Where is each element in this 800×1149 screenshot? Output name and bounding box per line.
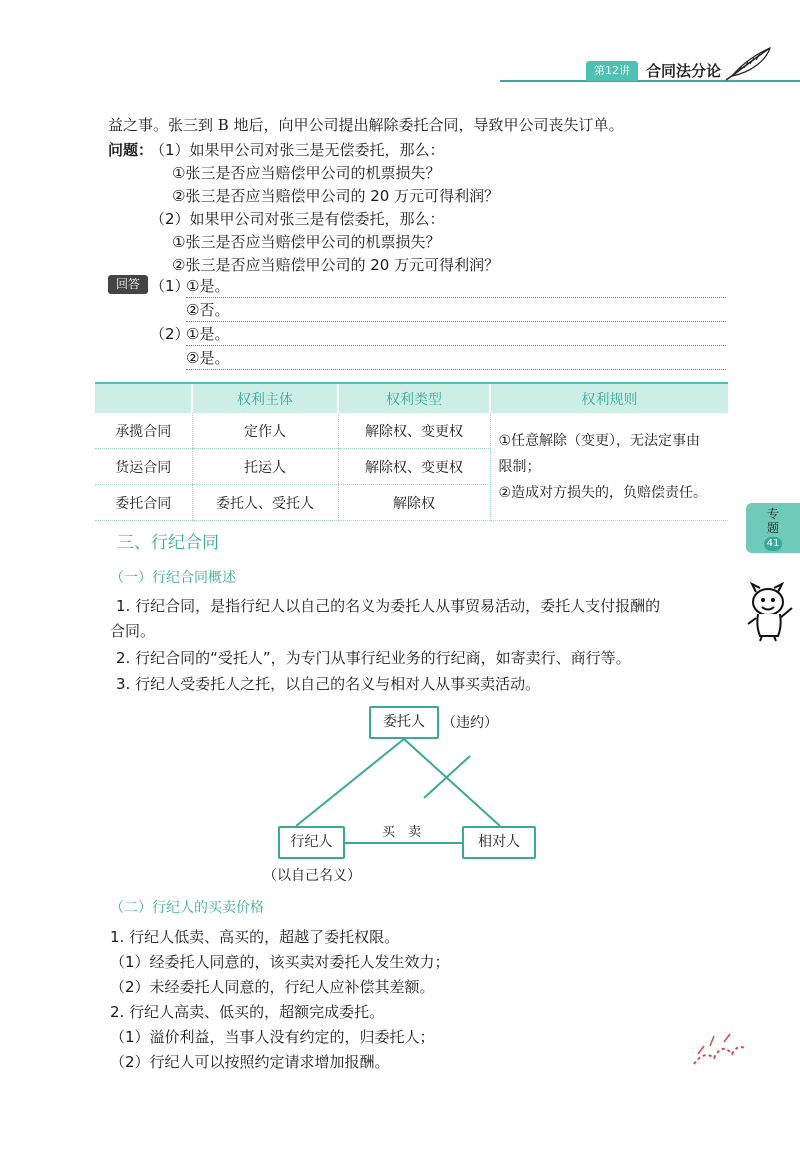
rule-line-1: ①任意解除（变更），无法定事由 — [498, 432, 701, 449]
node-broker: 行纪人 — [278, 826, 345, 859]
node-principal: 委托人 — [369, 706, 439, 739]
edge-principal-counterparty — [404, 739, 500, 826]
table-header-type: 权利类型 — [338, 384, 490, 413]
question-2a: ①张三是否应当赔偿甲公司的机票损失？ — [172, 233, 441, 251]
node-principal-note: （违约） — [442, 715, 498, 731]
answer-2-number: （2） — [150, 325, 190, 343]
table-cell-type: 解除权、变更权 — [338, 413, 490, 449]
table-header-rule: 权利规则 — [490, 384, 728, 413]
node-broker-note: （以自己名义） — [263, 868, 361, 884]
pricing-line-4: 2. 行纪人高卖、低买的，超额完成委托。 — [110, 1003, 385, 1021]
paragraph-3: 3. 行纪人受委托人之托，以自己的名义与相对人从事买卖活动。 — [116, 675, 541, 693]
table-cell-contract: 委托合同 — [95, 485, 192, 521]
edge-label: 买 卖 — [382, 825, 422, 840]
question-2b: ②张三是否应当赔偿甲公司的 20 万元可得利润？ — [172, 256, 500, 274]
paragraph-1b: 合同。 — [110, 622, 156, 640]
table-cell-subject: 委托人、受托人 — [192, 485, 338, 521]
pricing-line-3: （2）未经委托人同意的，行纪人应补偿其差额。 — [110, 978, 435, 996]
pricing-line-5: （1）溢价利益，当事人没有约定的，归委托人； — [110, 1028, 435, 1046]
table-cell-contract: 承揽合同 — [95, 413, 192, 449]
question-1a: ①张三是否应当赔偿甲公司的机票损失？ — [172, 164, 441, 182]
paragraph-1a: 1. 行纪合同，是指行纪人以自己的名义为委托人从事贸易活动，委托人支付报酬的 — [116, 597, 661, 615]
question-1: （1）如果甲公司对张三是无偿委托，那么： — [150, 141, 445, 159]
table-cell-type: 解除权、变更权 — [338, 449, 490, 485]
table-header-subject: 权利主体 — [192, 384, 338, 413]
decoration-doodle-icon — [688, 1024, 748, 1074]
question-1b: ②张三是否应当赔偿甲公司的 20 万元可得利润？ — [172, 187, 500, 205]
node-counterparty: 相对人 — [462, 826, 536, 859]
table-cell-subject: 托运人 — [192, 449, 338, 485]
subsection-title-1: （一）行纪合同概述 — [110, 570, 236, 586]
side-tab-line-1: 专 — [766, 507, 779, 521]
rule-line-3: ②造成对方损失的，负赔偿责任。 — [498, 484, 708, 501]
side-tab-number: 41 — [764, 537, 782, 551]
pricing-line-1: 1. 行纪人低卖、高买的，超越了委托权限。 — [110, 928, 400, 946]
rule-line-2: 限制； — [498, 458, 541, 475]
side-tab-line-2: 题 — [766, 521, 779, 535]
table-cell-type: 解除权 — [338, 485, 490, 521]
chapter-tab: 第12讲 — [586, 61, 638, 81]
answer-1a: ①是。 — [186, 275, 726, 298]
paragraph-2: 2. 行纪合同的“受托人”，为专门从事行纪业务的行纪商，如寄卖行、商行等。 — [116, 649, 631, 667]
subsection-title-2: （二）行纪人的买卖价格 — [110, 900, 264, 916]
header-title: 合同法分论 — [646, 62, 722, 80]
intro-line: 益之事。张三到 B 地后，向甲公司提出解除委托合同，导致甲公司丧失订单。 — [108, 116, 624, 134]
pricing-line-2: （1）经委托人同意的，该买卖对委托人发生效力； — [110, 953, 450, 971]
question-2: （2）如果甲公司对张三是有偿委托，那么： — [150, 210, 445, 228]
table-cell-subject: 定作人 — [192, 413, 338, 449]
pricing-line-6: （2）行纪人可以按照约定请求增加报酬。 — [110, 1053, 390, 1071]
section-title: 三、行纪合同 — [117, 533, 219, 553]
table-cell-contract: 货运合同 — [95, 449, 192, 485]
answer-badge: 回答 — [108, 275, 148, 294]
questions-label: 问题： — [108, 141, 154, 159]
edge-principal-broker — [296, 739, 404, 826]
answer-1b: ②否。 — [186, 299, 726, 322]
answer-2b: ②是。 — [186, 347, 726, 370]
answer-1-number: （1） — [150, 277, 190, 295]
answer-2a: ①是。 — [186, 323, 726, 346]
